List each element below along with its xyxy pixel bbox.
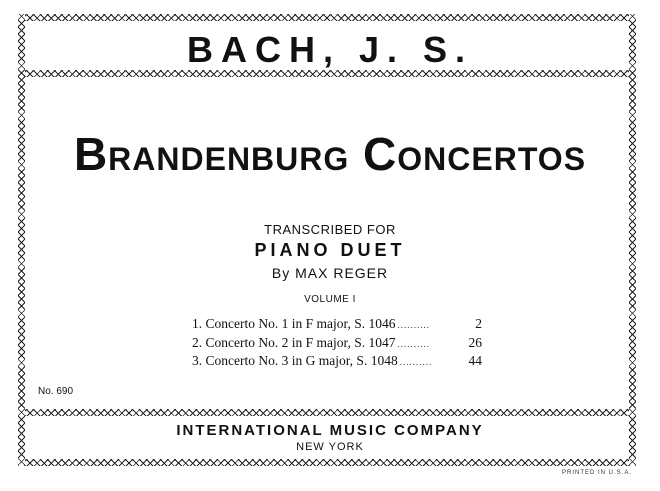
contents-list bbox=[192, 316, 482, 372]
transcribed-for-label: TRANSCRIBED FOR bbox=[264, 222, 396, 237]
printed-in-label: PRINTED IN U.S.A. bbox=[561, 470, 632, 476]
contents-item-page: 26 bbox=[468, 334, 482, 350]
contents-item-leader: .......... bbox=[397, 320, 430, 330]
contents-item bbox=[192, 353, 482, 372]
contents-item-page: 2 bbox=[475, 316, 482, 331]
title-divider-band bbox=[18, 70, 636, 77]
publisher-city: NEW YORK bbox=[296, 441, 364, 453]
contents-item-title: 2. Concerto No. 2 in F major, S. 1047 bbox=[192, 334, 396, 350]
contents-item bbox=[192, 316, 482, 335]
composer-name: BACH, J. S. bbox=[186, 29, 474, 70]
contents-item-page: 44 bbox=[468, 353, 482, 368]
publisher-divider-band bbox=[18, 409, 636, 416]
contents-item-title: 3. Concerto No. 3 in G major, S. 1048 bbox=[192, 353, 398, 368]
contents-item-title: 1. Concerto No. 1 in F major, S. 1046 bbox=[192, 316, 396, 331]
top-border-band bbox=[18, 14, 636, 21]
arranger-label: By MAX REGER bbox=[271, 265, 389, 281]
bottom-border-band bbox=[18, 459, 636, 466]
contents-item-leader: .......... bbox=[399, 357, 433, 367]
contents-item bbox=[192, 335, 482, 354]
publisher-name: INTERNATIONAL MUSIC COMPANY bbox=[176, 422, 484, 439]
plate-number: No. 690 bbox=[38, 386, 74, 397]
work-title: Brandenburg Concertos bbox=[73, 128, 587, 180]
contents-item-leader: .......... bbox=[397, 338, 430, 349]
instrument-label: PIANO DUET bbox=[254, 240, 406, 260]
volume-label: VOLUME I bbox=[304, 294, 356, 305]
